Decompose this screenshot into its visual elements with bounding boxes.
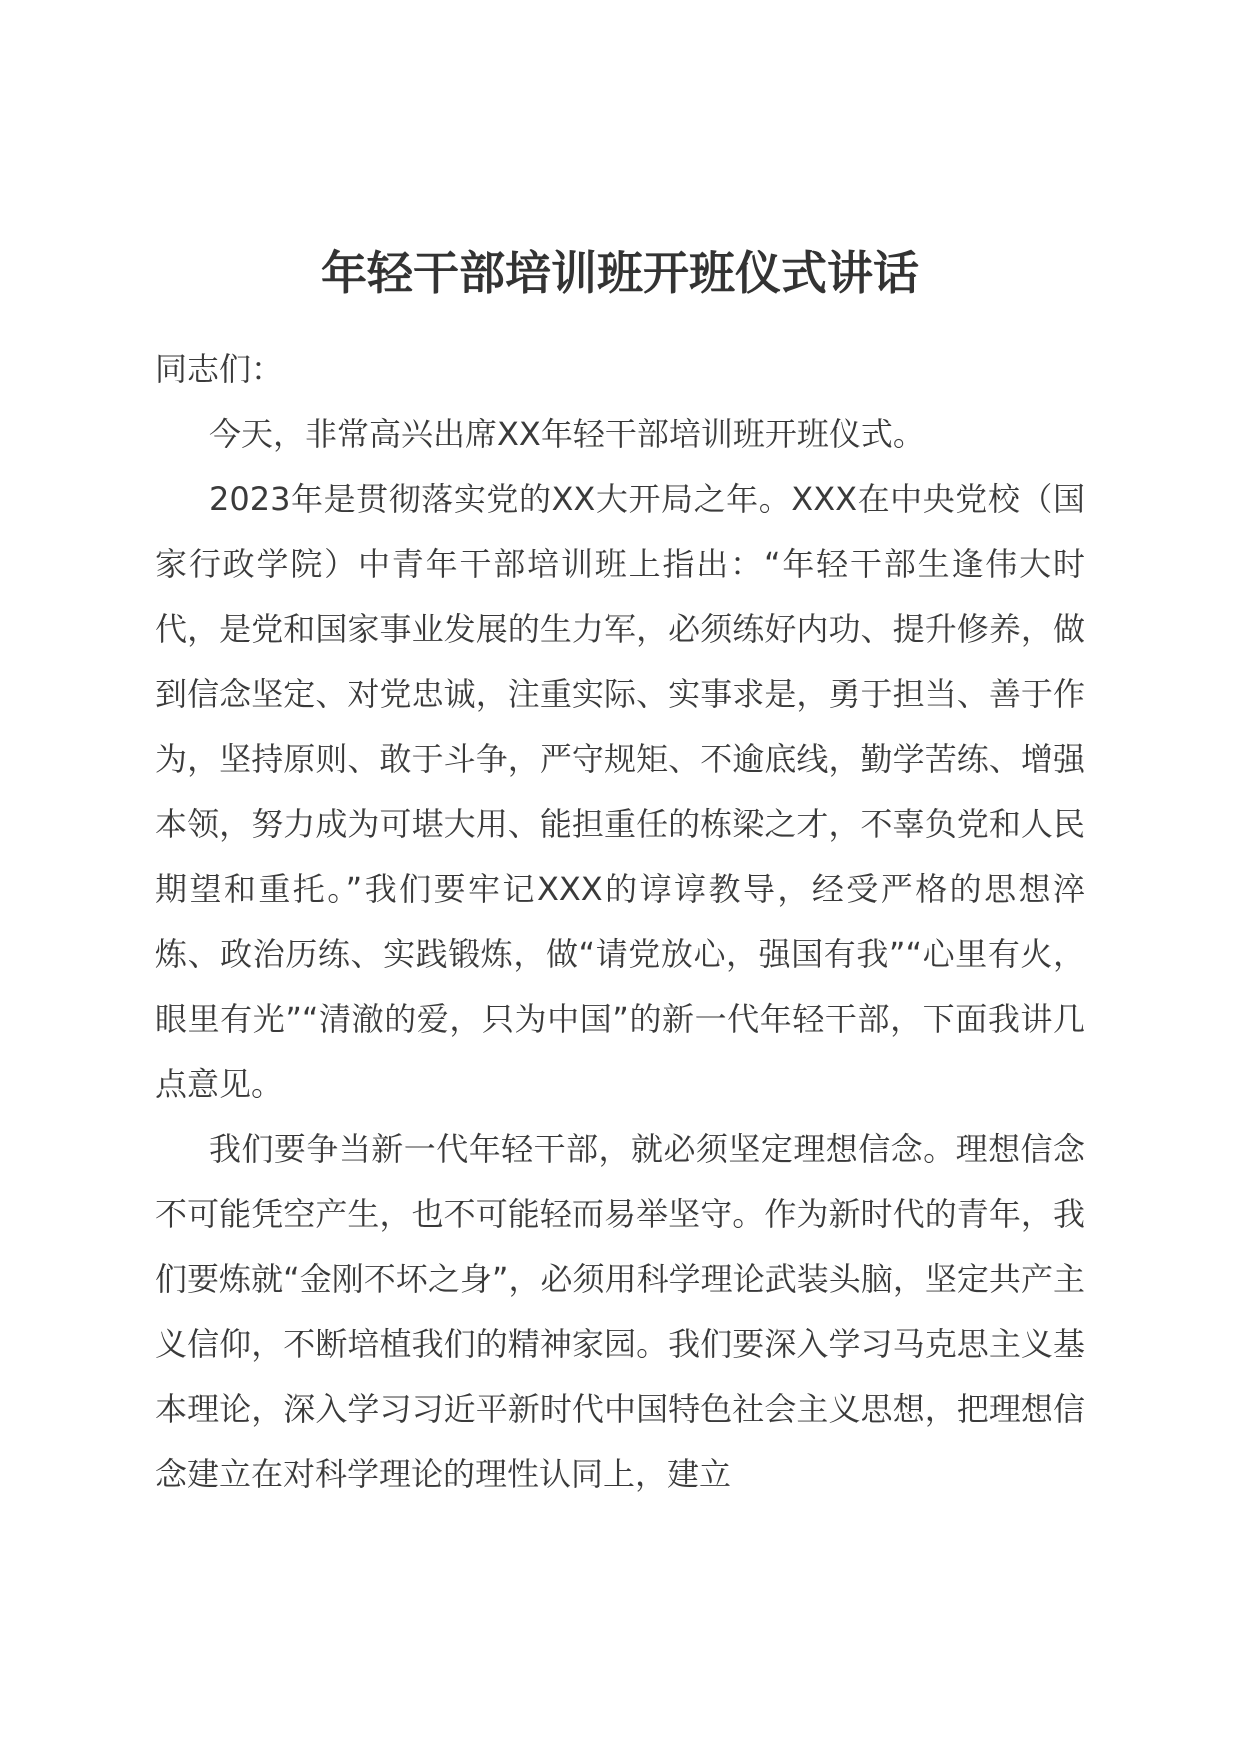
document-body (155, 337, 1085, 1507)
salutation: 同志们： (155, 350, 284, 388)
paragraph-2: 2023年是贯彻落实党的XX大开局之年。XXX在中央党校（国家行政学院）中青年干部培训班上指出：“年轻干部生逢伟大时代，是党和国家事业发展的生力军，必须练好内功、提升修养，做到信念坚定、对党忠诚，注重实际、实事求是，勇于担当、善于作为，坚持原则、敢于斗争，严守规矩、不逾底线，勤学苦练、增强本领，努力成为可堪大用、能担重任的栋梁之才，不辜负党和人民期望和重托。”我们要牢记XXX的谆谆教导，经受严格的思想淬炼、政治历练、实践锻炼，做“请党放心，强国有我”“心里有火，眼里有光”“清澈的爱，只为中国”的新一代年轻干部，下面我讲几点意见。 (155, 480, 1085, 1103)
paragraph-1: 今天，非常高兴出席XX年轻干部培训班开班仪式。 (209, 415, 925, 453)
document-title: 年轻干部培训班开班仪式讲话 (321, 246, 919, 300)
paragraph-3: 我们要争当新一代年轻干部，就必须坚定理想信念。理想信念不可能凭空产生，也不可能轻而易举坚守。作为新时代的青年，我们要炼就“金刚不坏之身”，必须用科学理论武装头脑，坚定共产主义信仰，不断培植我们的精神家园。我们要深入学习马克思主义基本理论，深入学习习近平新时代中国特色社会主义思想，把理想信念建立在对科学理论的理性认同上，建立 (155, 1130, 1085, 1493)
